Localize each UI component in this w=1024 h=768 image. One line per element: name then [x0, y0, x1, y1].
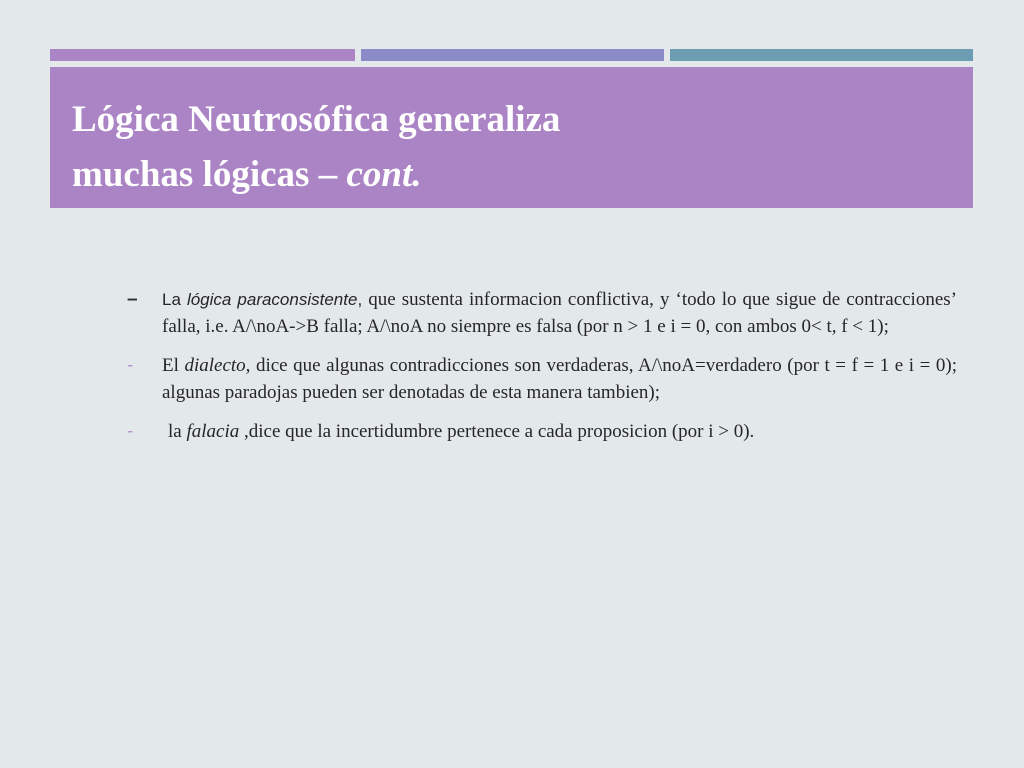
bullet-3-term: falacia: [186, 421, 240, 442]
slide-title: [72, 92, 973, 202]
title-line-1: Lógica Neutrosófica generaliza: [72, 99, 561, 140]
bullet-1-text: que sustenta informacion conflictiva, y ‘todo lo que sigue de contracciones’ falla, i.e. A/\noA->B falla; A/\noA no siempre es falsa (por n > 1 e i = 0, con ambos 0< t, f < 1);: [162, 289, 957, 337]
bullet-1-term: lógica paraconsistente: [186, 290, 358, 309]
bullet-1-comma: ,: [357, 290, 363, 309]
bullet-2-term: dialecto: [184, 355, 246, 376]
bullet-2-lead: El: [162, 355, 185, 376]
title-line-2-text: muchas lógicas –: [72, 154, 347, 195]
title-band: [50, 67, 973, 208]
accent-bar-purple: [50, 49, 355, 61]
bullet-paraconsistente: [127, 286, 957, 340]
slide-body: [127, 286, 957, 457]
bullet-3-text: ,dice que la incertidumbre pertenece a cada proposicion (por i > 0).: [239, 421, 755, 442]
bullet-dash-icon: –: [127, 289, 138, 310]
accent-bar-violet: [361, 49, 664, 61]
bullet-dialecto: [127, 352, 957, 406]
bullet-1-lead: La: [162, 290, 187, 309]
bullet-list: [127, 286, 957, 445]
title-cont: cont.: [346, 154, 422, 195]
bullet-dash-icon: -: [127, 421, 134, 442]
title-line-2: [72, 147, 973, 202]
bullet-falacia: [127, 418, 957, 445]
bullet-2-text: , dice que algunas contradicciones son verdaderas, A/\noA=verdadero (por t = f = 1 e i = 0); algunas paradojas pueden ser denotadas de esta manera tambien);: [162, 355, 957, 403]
bullet-3-lead: la: [168, 421, 187, 442]
bullet-dash-icon: -: [127, 355, 134, 376]
accent-bar-teal: [670, 49, 973, 61]
header-accent-bars: [50, 49, 973, 61]
